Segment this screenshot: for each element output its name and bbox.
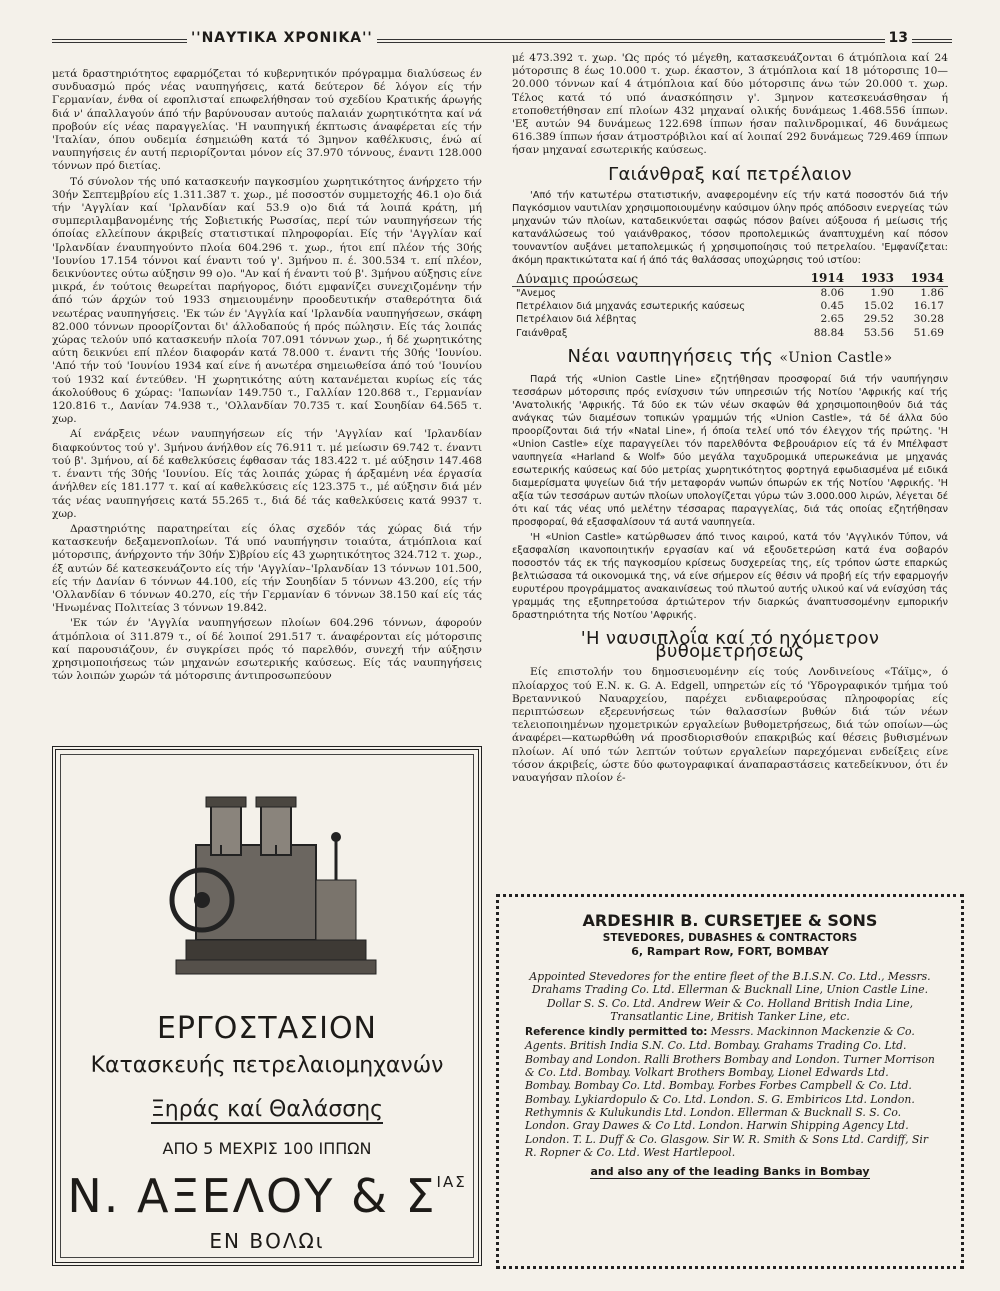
engine-illustration [166,785,396,995]
cell: 16.17 [913,300,944,313]
cell: 15.02 [863,300,895,313]
ad-factory-subtitle: Κατασκευής πετρελαιομηχανών [90,1053,444,1078]
cell: 1.90 [870,287,895,300]
section-heading-fuel: Γαιάνθραξ καί πετρέλαιον [608,163,852,185]
section-heading-echo-sounder: 'Η ναυσιπλοΐα καί τό ηχόμετρον βυθομετρήσεως [580,628,880,663]
page-number: 13 [885,30,912,46]
ad-appointed-text: Appointed Stevedores for the entire fleet of the B.I.S.N. Co. Ltd., Messrs. Drahams Trading Co. Ltd. Ellerman & Bucknall Line, Union Castle Line. Dollar S. S. Co. Ltd. Andrew Weir & Co. Holland British India Line, Transatlantic Line, British Tanker Line, etc. [529,970,931,1023]
paragraph: Παρά τής «Union Castle Line» εζητήθησαν προσφοραί διά τήν ναυπήγησιν τεσσάρων μότορσιπς πρός ενίσχυσιν τών υπηρεσιών τής Νοτίου 'Αφρικής καί τής 'Ανατολικής 'Αφρικής. Τά δύο εκ τών νέων σκαφών θά χρησιμοποιηθούν διά τάς ανάγκας τών διαμέσων τοπικών γραμμών τής «Union Castle», τά δέ άλλα δύο προορίζονται διά τήν «Natal Line», ή όποία τελεί υπό τόν έλεγχον τής πρώτης. 'Η «Union Castle» είχε παραγγείλει τόν παρελθόντα Φεβρουάριον είς τά έν Μπέλφαστ ναυπηγεία «Harland & Wolf» δύο μεγάλα ταχυδρομικά υπερωκεάνια με μηχανάς εσωτερικής καύσεως καί δύο μετρίας χωρητικότητος φορτηγά εφωδιασμένα μέ ειδικά διαμερίσματα ψυγείων διά τήν μεταφοράν νωπών όπωρών εκ τής Νοτίου 'Αφρικής. 'Η αξία τών τεσσάρων αυτών πλοίων υπολογίζεται γύρω τών 3.000.000 λιρών, λέγεται δέ ότι καί τάς νέας υπό μελέτην τέσσαρας παραγγελίας, διά τάς οποίας εζητήθησαν προσφοραί, θά εξασφαλίσουν τά αυτά ναυπηγεία. [512,374,948,529]
row-label: Πετρέλαιον διά λέβητας [516,314,637,326]
ad-factory-title: ΕΡΓΟΣΤΑΣΙΟΝ [156,1011,378,1046]
row-label: Γαιάνθραξ [516,327,568,339]
table-year: 1914 [810,270,845,285]
ad-location: ΕΝ ΒΟΛΩι [209,1229,325,1253]
table-row [512,313,948,326]
ad-horsepower-range: ΑΠΟ 5 ΜΕΧΡΙΣ 100 ΙΠΠΩΝ [162,1139,372,1158]
ad-company-name [61,1169,473,1223]
journal-title: ''ΝΑΥΤΙΚΑ ΧΡΟΝΙΚΑ'' [187,30,377,46]
cell: 88.84 [813,326,845,339]
cell: 8.06 [820,287,845,300]
cell: 1.86 [920,287,944,300]
stevedores-advertisement [496,894,964,1269]
paragraph: Αί ενάρξεις νέων ναυπηγήσεων είς τήν 'Αγγλίαν καί 'Ιρλανδίαν διαφκούντος τού γ'. 3μήνου άνήλθον είς 76.911 τ. μέ μείωσιν 69.742 τ. έναντι τού β'. 3μήνου, αί δέ καθελκύσεις έφθασαν τάς 183.422 τ. μέ αύξησιν 147.468 τ. έναντι τής 30ής 'Ιουνίου. Είς τάς λοιπάς χώρας ή άρξαμένη νέα έργασία άνήλθεν είς 181.177 τ. καί αί καθελκύσεις είς 123.375 τ., μέ αύξησιν διά μέν τάς νέας ναυπηγήσεις κατά 55.265 τ., διά δέ τάς καθελκύσεις κατά 9937 τ. χωρ. [52,428,482,520]
ad-inner-frame [60,754,474,1258]
cell: 0.45 [820,300,845,313]
ad-references [525,1025,935,1159]
cell: 30.28 [913,313,944,326]
ad-company-name-text: Ν. ΑΞΕΛΟΥ & Σ [67,1169,437,1223]
table-header-label: Δύναμις προώσεως [516,270,639,286]
cell: 51.69 [913,326,944,339]
ad-reference-label: Reference kindly permitted to: [525,1026,708,1039]
table-row [512,327,948,340]
paragraph: 'Εκ τών έν 'Αγγλία ναυπηγήσεων πλοίων 604.296 τόννων, άφορούν άτμόπλοια οί 311.879 τ., οί δέ λοιποί 291.517 τ. άναφέρονται είς μότορσιπς καί παρουσιάζουν, έν συγκρίσει πρός τό παρελθόν, συνεχή τήν αύξησιν χρησιμοποιήσεως τών μηχανών εσωτερικής καύσεως. Είς τάς ναυπηγήσεις τών λοιπών χωρών τά μότορσιπς άντιπροσωπεύουν [52,617,482,683]
table-row [512,287,948,301]
row-label: Πετρέλαιον διά μηχανάς εσωτερικής καύσεως [516,301,746,313]
ad-scope-text: Ξηράς καί Θαλάσσης [150,1097,384,1122]
ad-firm-trade: STEVEDORES, DUBASHES & CONTRACTORS [602,932,858,944]
right-column [512,52,948,887]
ad-banks-text: and also any of the leading Banks in Bombay [590,1165,870,1179]
row-label: "Ανεμος [516,288,556,300]
cell: 53.56 [863,326,895,339]
ad-factory-scope [61,1097,473,1122]
ad-reference-list: Messrs. Mackinnon Mackenzie & Co. Agents. British India S.N. Co. Ltd. Bombay. Grahams Trading Co. Ltd. Bombay and London. Ralli Brothers Bombay and London. Turner Morrison & Co. Ltd. Bombay. Volkart Brothers Bombay, Lionel Edwards Ltd. Bombay. Bombay Co. Ltd. Bombay. Forbes Forbes Campbell & Co. Ltd. Bombay. Lykiardopulo & Co. Ltd. London. S. G. Embiricos Ltd. London. Rethymnis & Kulukundis Ltd. London. Ellerman & Bucknall S. S. Co. London. Gray Dawes & Co Ltd. London. Harwin Shipping Agency Ltd. London. T. L. Duff & Co. Glasgow. Sir W. R. Smith & Sons Ltd. Cardiff, Sir R. Ropner & Co. Ltd. West Hartlepool. [525,1025,935,1159]
engine-factory-advertisement [52,746,482,1266]
paragraph: 'Η «Union Castle» κατώρθωσεν άπό τινος καιρού, κατά τόν 'Αγγλικόν Τύπον, νά εξασφαλίση ικανοποιητικήν εργασίαν καί νά εξουδετερώση κατά ένα σοβαρόν ποσοστόν τάς εκ τής παγκοσμίου κρίσεως δυσχερείας της, είς τρόπον ώστε επαρκώς βελτιώσασα τά οικονομικά της, νά είνε σήμερον είς θέσιν νά προβή είς τήν εφαρμογήν ευρυτέρου προγράμματος ανακαινίσεως τού πλωτού αυτής υλικού καί νά ενίσχύση τάς γραμμάς της εξυπηρετούσα άρτιώτερον τήν διαρκώς άναπτυσσομένην εμπορικήν δραστηριότητα τής Νοτίου 'Αφρικής. [512,532,948,622]
table-year: 1933 [860,270,895,285]
ad-company-suffix: ΙΑΣ [436,1173,467,1191]
left-column [52,68,482,728]
ad-banks-line [525,1165,935,1178]
ad-firm-name: ARDESHIR B. CURSETJEE & SONS [582,911,878,930]
paragraph: 'Από τήν κατωτέρω στατιστικήν, αναφερομένην είς τήν κατά ποσοστόν διά τήν Παγκόσμιον ναυτιλίαν χρησιμοποιουμένην καύσιμον ύλην πρός απόδοσιν ενεργείας τών μηχανών τών πλοίων, καταδεικνύεται σαφώς πόσον βαίνει αύξουσα ή μείωσις τής κατανάλώσεως τού γαιάνθρακος, τόσον προπολεμικώς άναπτυχμένη καί πόσον τουναντίον αυξάνει μεταπολεμικώς ή χρησιμοποίησις τού πετρελαίου. 'Εμφανίζεται: άκόμη πρακτικώτατα καί ή άπό τάς θαλάσσας υποχώρησις τού ιστίου: [512,189,948,266]
paragraph: μετά δραστηριότητος εφαρμόζεται τό κυβερνητικόν πρόγραμμα διαλύσεως έν συνδυασμώ πρός νέας ναυπηγήσεις, κατά δεύτερον δέ λόγον είς τήν Γερμανίαν, ένθα οί εφοπλισταί επωφελήθησαν τού σχεδίου Κρατικής άρωγής διά ν' άπαλλαγούν άπό τήν βαρύνουσαν αυτούς παλαιάν χωρητικότητα καί νά προβούν είς νέας παραγγελίας. 'Η ναυπηγική έκπτωσις άναφέρεται είς τήν 'Ιταλίαν, όπου ουδεμία έσημειώθη κατά τό 3μηνον καθέλκυσις, ένώ αί ναυπηγήσεις έν αυτή περιορίζονται μόνον είς 37.970 τόννους, έναντι 128.000 τόννων πρό διετίας. [52,68,482,173]
paragraph: Είς επιστολήν του δημοσιευομένην είς τούς Λονδινείους «Τάϊμς», ό πλοίαρχος τού Ε.Ν. κ. G. A. Edgell, υπηρετών είς τό 'Υδρογραφικόν τμήμα τού Βρεταννικού Ναυαρχείου, παρέχει ενδιαφερούσας πληροφορίας είς περιπτώσεων εξερευνήσεως τών θαλασσίων βυθών διά τών νέων τελειοποιημένων ηχομετρικών εργαλείων βυθομετρήσεως, διά τών οποίων—ώς άναφέρει—κατωρθώθη νά προσδιορισθούν επακριβώς καί θέσεις βυθισμένων πλοίων. Αί υπό τών λεπτών τούτων εργαλείων παρεχόμεναι ενδείξεις είνε τόσον άκριβείς, ώστε δύο φωτογραφικαί άναπαραστάσεις κατεδείκνυον, ότι έν ναυαγήσαν πλοίον έ- [512,666,948,785]
section-heading-union-castle [512,345,948,367]
cell: 2.65 [820,313,845,326]
paragraph: Τό σύνολον τής υπό κατασκευήν παγκοσμίου χωρητικότητος άνήρχετο τήν 30ήν Σεπτεμβρίου είς 1.311.387 τ. χωρ., μέ ποσοστόν συμμετοχής 46.1 ο)ο διά τήν 'Αγγλίαν καί 'Ιρλανδίαν καί 53.9 ο)ο διά τά λοιπά κράτη, μή συμπεριλαμβανομένης τής Σοβιετικής Ρωσσίας, περί τών ναυπηγήσεων τής όποίας ελλείπουν άκριβείς στατιστικαί πληροφορίαι. Είς τήν 'Αγγλίαν καί 'Ιρλανδίαν έναυπηγούντο πλοία 604.296 τ. χωρ., ήτοι επί πλέον τής 30ής 'Ιουνίου 17.154 τόννοι καί έναντι τού γ'. 3μήνου π. έ. 300.534 τ. επί πλέον, δεικνύοντες ούτω αύξησιν 99 ο)ο. "Αν καί ή έναντι τού β'. 3μήνου αύξησις είνε μικρά, έν τούτοις θεωρείται παρήγορος, διότι εμφανίζει συνεχιζομένην τήν άπό τών άρχών τού 1933 σημειουμένην προοδευτικήν σταθερότητα διά νεωτέρας ναυπηγήσεις. 'Εκ τών έν 'Αγγλία καί 'Ιρλανδία ναυπηγήσεων, σκάφη 82.000 τόννων προορίζονται δι' άλλοδαπούς ή πρός πώλησιν. Είς τάς λοιπάς χώρας τελούν υπό κατασκευήν πλοία 707.091 τόννων χωρ., ή δέ χωρητικότης αύτη δεικνύει επί πλέον διαφοράν κατά 78.000 τ. έναντι τής 30ής 'Ιουνίου. 'Από τήν τού 'Ιουνίου 1934 καί είνε ή ανωτέρα σημειωθείσα άπό τού 'Ιουνίου τού 1932 καί έντεύθεν. 'Η χωρητικότης αύτη κατανέμεται κυρίως είς τάς άκολούθους 6 χώρας: 'Ιαπωνίαν 149.750 τ., Γαλλίαν 120.868 τ., Γερμανίαν 120.816 τ., Δανίαν 74.938 τ., 'Ολλανδίαν 70.735 τ. καί Σουηδίαν 64.565 τ. χωρ. [52,175,482,426]
propulsion-table [512,271,948,340]
section-title: Νέαι ναυπηγήσεις τής [567,345,774,367]
paragraph: μέ 473.392 τ. χωρ. 'Ως πρός τό μέγεθη, κατασκευάζονται 6 άτμόπλοια καί 24 μότορσιπς 8 έως 10.000 τ. χωρ. έκαστον, 3 άτμόπλοια καί 18 μότορσιπς 10—20.000 τόννων καί 4 άτμόπλοια καί δύο μότορσιπς άνω τών 20.000 τ. χωρ. Τέλος κατά τό υπό άνασκόπησιν γ'. 3μηνον κατεσκευάσθησαν ή ετοποθετήθησαν επί πλοίων 432 μηχαναί ολικής δυνάμεως 1.468.556 ίππων. 'Εξ αυτών 94 δυνάμεως 122.698 ίππων ήσαν παλινδρομικαί, 46 δυνάμεως 616.389 ίππων ήσαν άτμοστρόβιλοι καί αί λοιπαί 292 δυνάμεως 729.469 ίππων ήσαν μηχαναί εσωτερικής καύσεως. [512,52,948,157]
ad-firm-address: 6, Rampart Row, FORT, BOMBAY [631,945,829,958]
running-header [52,28,952,50]
paragraph: Δραστηριότης παρατηρείται είς όλας σχεδόν τάς χώρας διά τήν κατασκευήν δεξαμενοπλοίων. Τά υπό ναυπήγησιν τοιαύτα, άτμόπλοια καί μότορσιπς, άνήρχοντο τήν 30ήν Σ)βρίου είς 43 χωρητικότητος 324.712 τ. χωρ., έξ αυτών δέ κατεσκευάζοντο είς τήν 'Αγγλίαν–'Ιρλανδίαν 13 τόννων 101.500, είς τήν Δανίαν 6 τόννων 44.100, είς τήν Σουηδίαν 5 τόννων 43.200, είς τήν 'Ολλανδίαν 6 τόννων 40.270, είς τήν Γερμανίαν 6 τόννων 38.150 καί είς τάς 'Ηνωμένας Πολιτείας 3 τόννων 19.842. [52,522,482,615]
cell: 29.52 [863,313,895,326]
section-title-sub: «Union Castle» [779,349,893,366]
table-year: 1934 [910,270,944,285]
table-row [512,300,948,313]
